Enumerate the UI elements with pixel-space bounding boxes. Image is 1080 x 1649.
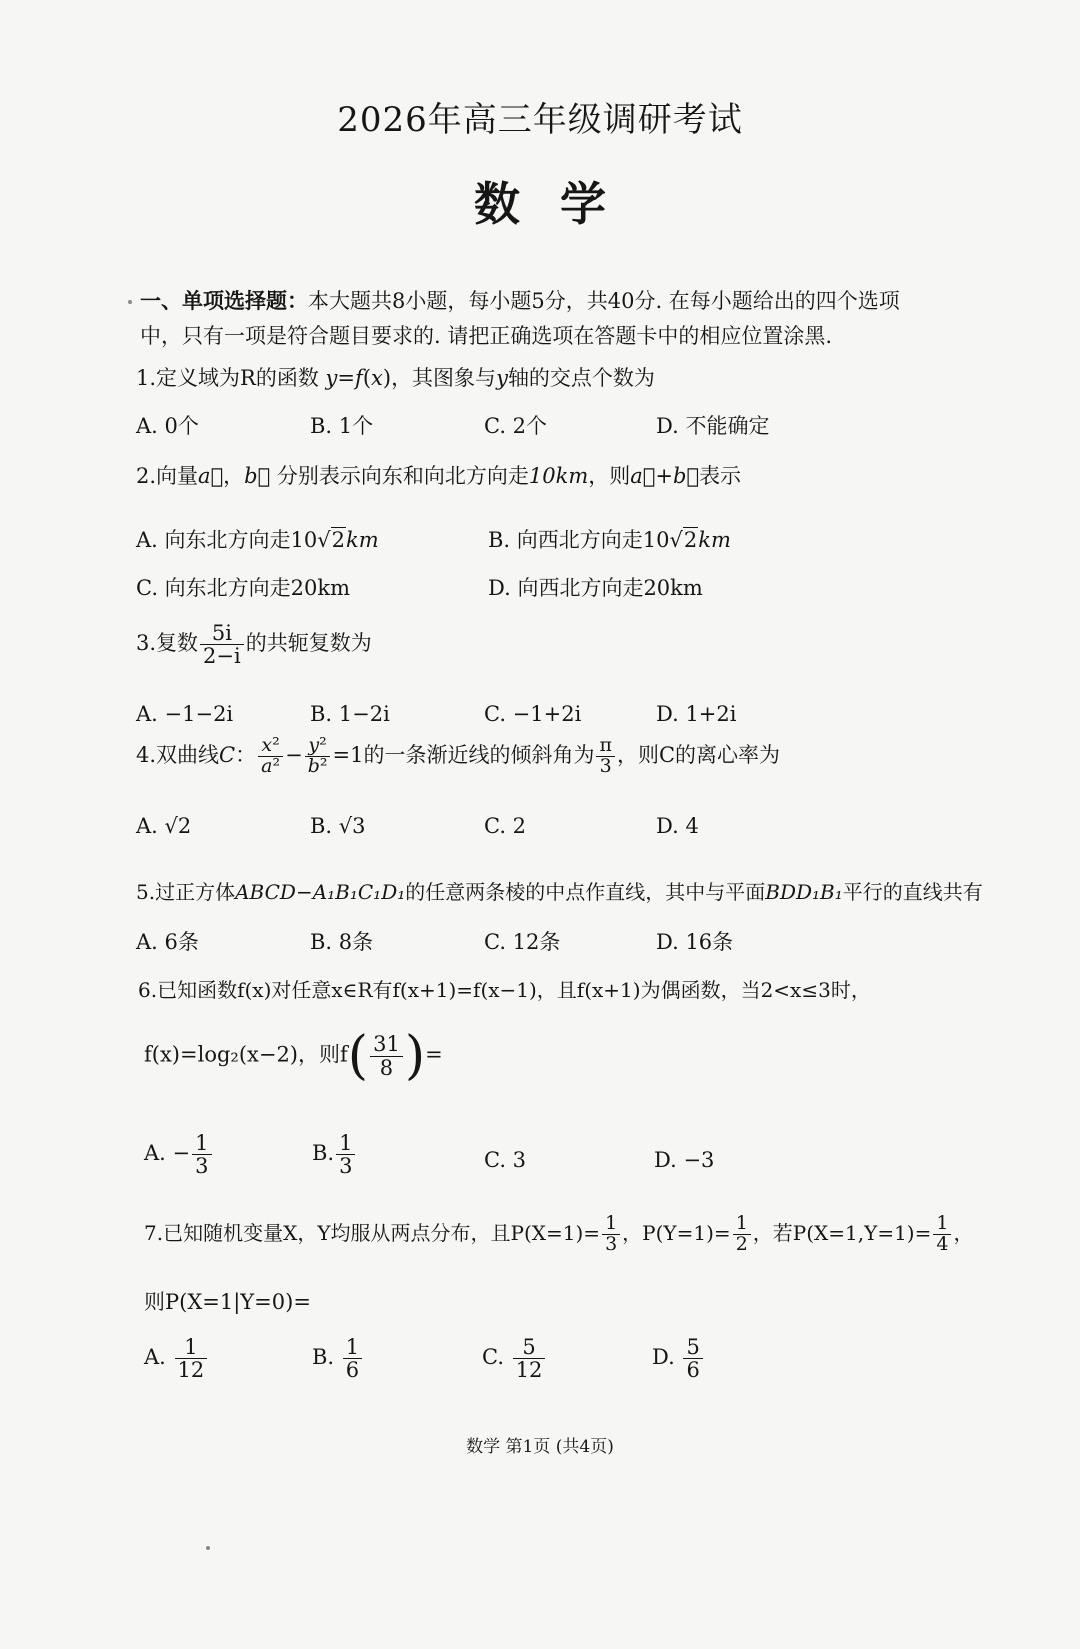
- question-6-stem-line2: f(x)=log₂(x−2)，则f( $\frac{31}{8}$ )=: [144, 1026, 443, 1086]
- q7-d-num: 5: [683, 1336, 702, 1359]
- q3-option-b: B. 1−2i: [310, 702, 390, 726]
- q2-stem-prefix: 2.向量: [136, 464, 199, 488]
- q5-plane: BDD₁B₁: [765, 880, 843, 904]
- question-4-stem: 4.双曲线C： $\frac{\text{x²}}{\text{a²}}$ − $\frac{\text{y²}}{\text{b²}}$ =1的一条渐近线的倾斜角为 $\frac{\pi}{3}$ ，则C的离心率为: [136, 734, 781, 777]
- q7-stem-mid1: ，P(Y=1)=: [622, 1220, 731, 1245]
- q2-option-c: C. 向东北方向走20km: [136, 576, 351, 600]
- q7-stem-mid2: ，若P(X=1,Y=1)=: [752, 1220, 932, 1245]
- q7-option-d: [652, 1336, 705, 1381]
- q6-option-c: C. 3: [484, 1148, 527, 1172]
- speck-mark: [206, 1546, 210, 1550]
- q7-py-num: 1: [733, 1214, 751, 1235]
- q2-b-coef: 10: [642, 528, 670, 552]
- section-heading: 一、单项选择题：: [140, 288, 308, 313]
- q7-pxy-num: 1: [933, 1214, 951, 1235]
- q2-stem-mid: 分别表示向东和向北方向走: [276, 464, 529, 488]
- q6-b-num: 1: [336, 1132, 355, 1155]
- q4-x-fraction: $\frac{\text{x²}}{\text{a²}}$: [258, 736, 283, 777]
- q7-px-fraction: [602, 1214, 620, 1255]
- q3-stem-prefix: 3.复数: [136, 631, 199, 656]
- q2-stem-then: ，则: [588, 464, 631, 488]
- q7-c-num: 5: [513, 1336, 546, 1359]
- page-footer: 数学 第1页 (共4页): [466, 1437, 614, 1457]
- q7-b-fraction: [343, 1336, 362, 1381]
- q5-option-c: C. 12条: [484, 930, 561, 954]
- q4-y-fraction: $\frac{\text{y²}}{\text{b²}}$: [305, 736, 331, 777]
- section-instructions: [140, 283, 940, 354]
- q3-stem-end: 的共轭复数为: [245, 631, 372, 656]
- q1-option-b: B. 1个: [310, 414, 374, 438]
- q4-stem-prefix: 4.双曲线: [136, 742, 220, 767]
- q7-a-num: 1: [175, 1336, 208, 1359]
- q6-argument-fraction: [370, 1033, 403, 1078]
- question-3-stem: [136, 622, 372, 667]
- q7-py-den: 2: [735, 1232, 748, 1255]
- q1-stem-suffix: ，其图象与: [391, 366, 497, 390]
- q7-a-den: 12: [177, 1358, 205, 1383]
- q6-a-den: 3: [195, 1154, 209, 1179]
- q7-a-label: A.: [144, 1345, 166, 1370]
- q2-option-d: D. 向西北方向走20km: [488, 576, 703, 600]
- q7-c-label: C.: [482, 1345, 504, 1370]
- q7-d-den: 6: [686, 1358, 700, 1383]
- q6-arg-den: 8: [379, 1055, 394, 1080]
- q4-angle-fraction: [596, 736, 615, 777]
- q1-stem-prefix: 1.定义域为R的函数: [136, 366, 319, 390]
- q2-distance: 10km: [528, 464, 589, 488]
- q3-numerator: 5i: [200, 622, 244, 645]
- q2-a-coef: 10: [290, 528, 318, 552]
- q4-option-b: B. √3: [310, 814, 366, 838]
- q3-option-d: D. 1+2i: [656, 702, 737, 726]
- q6-option-b: [312, 1132, 357, 1177]
- q6-line2-prefix: f(x)=log₂(x−2)，则f: [144, 1042, 348, 1067]
- q7-px-den: 3: [605, 1232, 618, 1255]
- exam-title: 2026年高三年级调研考试: [337, 100, 743, 140]
- q7-pxy-den: 4: [936, 1232, 949, 1255]
- q2-a-radicand: 2: [331, 528, 346, 552]
- q2-option-a: [136, 524, 379, 554]
- section-instruction-text: 本大题共8小题，每小题5分，共40分. 在每小题给出的四个选项中，只有一项是符合题目要求的. 请把正确选项在答题卡中的相应位置涂黑.: [140, 289, 900, 348]
- q7-b-den: 6: [345, 1358, 360, 1383]
- q3-denominator: 2−i: [203, 644, 241, 669]
- q2-b-radicand: 2: [683, 528, 698, 552]
- q6-option-b-label: B.: [312, 1141, 335, 1166]
- speck-mark: [128, 300, 132, 304]
- subject-title: 数学: [474, 177, 646, 231]
- q5-stem-mid: 的任意两条棱的中点作直线，其中与平面: [405, 880, 766, 904]
- question-7-stem-line2: 则P(X=1|Y=0)=: [144, 1290, 311, 1314]
- q6-option-a: [144, 1132, 214, 1177]
- q7-b-num: 1: [343, 1336, 362, 1359]
- q7-option-c: [482, 1336, 547, 1381]
- q4-option-d: D. 4: [656, 814, 699, 838]
- q2-option-b: [488, 524, 731, 554]
- q2-b-unit: km: [698, 528, 731, 552]
- q7-pxy-fraction: [933, 1214, 951, 1255]
- q2-stem-end: 表示: [699, 464, 742, 488]
- q5-option-a: A. 6条: [136, 930, 199, 954]
- q7-py-fraction: [733, 1214, 751, 1255]
- q3-fraction: [200, 622, 244, 667]
- q6-option-d: D. −3: [654, 1148, 715, 1172]
- q2-option-a-text: A. 向东北方向走: [136, 528, 291, 552]
- question-5-stem: [136, 876, 983, 905]
- q2-a-unit: km: [346, 528, 379, 552]
- q1-option-c: C. 2个: [484, 414, 548, 438]
- q6-b-den: 3: [339, 1154, 353, 1179]
- q5-stem-end: 平行的直线共有: [842, 880, 983, 904]
- q7-c-den: 12: [515, 1358, 543, 1383]
- q6-a-num: 1: [192, 1132, 211, 1155]
- q4-pi: π: [596, 736, 615, 757]
- q2-option-b-text: B. 向西北方向走: [488, 528, 643, 552]
- q7-a-fraction: [175, 1336, 208, 1381]
- q7-px-num: 1: [602, 1214, 620, 1235]
- question-2-stem: 2.向量a⃗，b⃗ 分别表示向东和向北方向走10km，则a⃗+b⃗表示: [136, 464, 742, 488]
- q1-option-a: A. 0个: [136, 414, 199, 438]
- q6-a-fraction: [192, 1132, 211, 1177]
- q7-stem-prefix: 7.已知随机变量X，Y均服从两点分布，且P(X=1)=: [144, 1220, 601, 1245]
- q6-b-fraction: [336, 1132, 355, 1177]
- q5-cube: ABCD−A₁B₁C₁D₁: [235, 880, 406, 904]
- q1-stem-end: 轴的交点个数为: [507, 366, 655, 390]
- q5-option-b: B. 8条: [310, 930, 374, 954]
- q4-pi-den: 3: [599, 754, 612, 777]
- q5-stem-prefix: 5.过正方体: [136, 880, 236, 904]
- q5-option-d: D. 16条: [656, 930, 734, 954]
- q6-arg-num: 31: [370, 1033, 403, 1056]
- q7-option-a: [144, 1336, 209, 1381]
- q7-d-label: D.: [652, 1345, 675, 1370]
- sqrt-symbol: √2: [669, 528, 698, 552]
- q4-stem-mid: =1的一条渐近线的倾斜角为: [332, 742, 595, 767]
- q4-stem-end: ，则C的离心率为: [616, 742, 781, 767]
- q7-b-label: B.: [312, 1345, 335, 1370]
- question-6-stem-line1: 6.已知函数f(x)对任意x∈R有f(x+1)=f(x−1)，且f(x+1)为偶函数，当2<x≤3时，: [138, 978, 871, 1002]
- q4-option-a: A. √2: [136, 814, 192, 838]
- q7-c-fraction: [513, 1336, 546, 1381]
- question-7-stem-line1: 7.已知随机变量X，Y均服从两点分布，且P(X=1)= $\frac{1}{3}$ ，P(Y=1)= $\frac{1}{2}$ ，若P(X=1,Y=1)= $\frac{1}{4}$ ，: [144, 1212, 974, 1255]
- question-1-stem: 1.定义域为R的函数 y=f(x)，其图象与y轴的交点个数为: [136, 366, 655, 390]
- q6-option-a-label: A. −: [144, 1141, 191, 1166]
- q7-d-fraction: [683, 1336, 702, 1381]
- q3-option-c: C. −1+2i: [484, 702, 582, 726]
- sqrt-symbol: √2: [317, 528, 346, 552]
- q7-option-b: [312, 1336, 364, 1381]
- q4-option-c: C. 2: [484, 814, 527, 838]
- q1-option-d: D. 不能确定: [656, 414, 770, 438]
- q3-option-a: A. −1−2i: [136, 702, 234, 726]
